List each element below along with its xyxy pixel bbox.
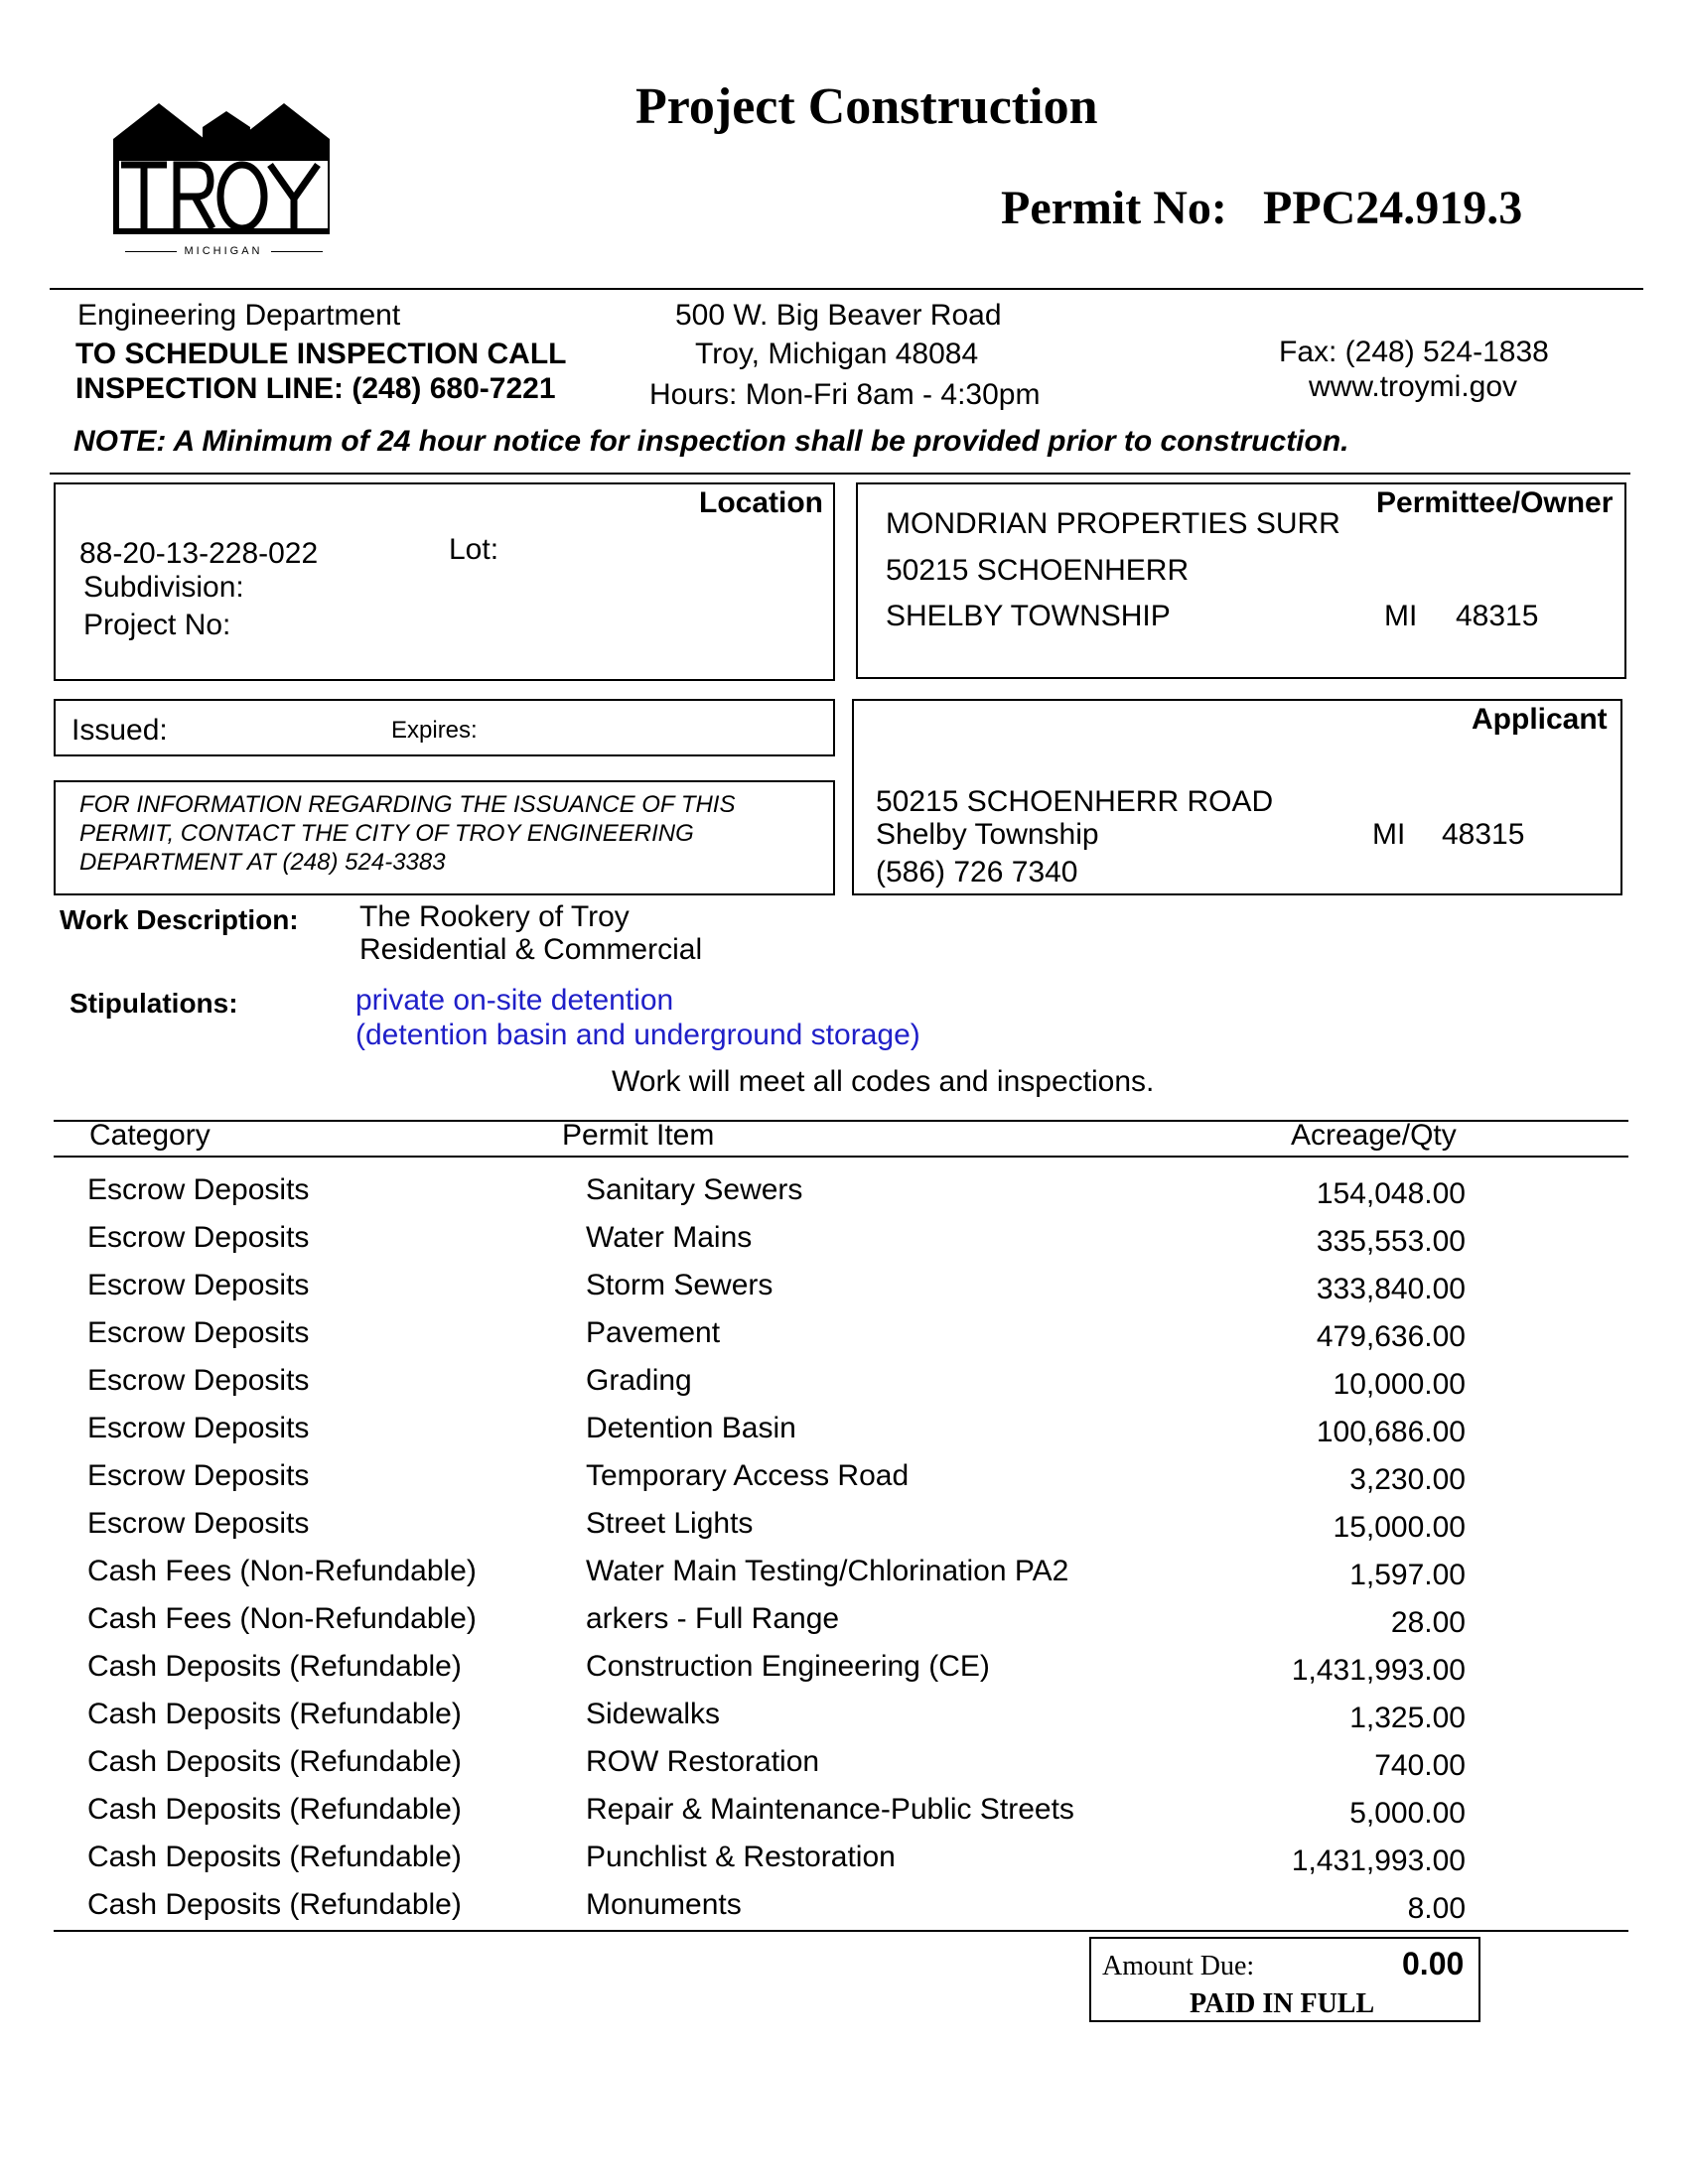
stipulations-label: Stipulations: bbox=[70, 988, 238, 1019]
table-bottom-rule bbox=[54, 1930, 1628, 1932]
owner-street: 50215 SCHOENHERR bbox=[886, 554, 1190, 587]
permit-number-label: Permit No: bbox=[1001, 182, 1227, 234]
work-description-label: Work Description: bbox=[60, 904, 299, 935]
parcel-number: 88-20-13-228-022 bbox=[79, 537, 319, 570]
header-divider bbox=[50, 288, 1643, 290]
permit-number: PPC24.919.3 bbox=[1263, 182, 1523, 234]
page-title: Project Construction bbox=[635, 78, 1098, 135]
table-row: Cash Deposits (Refundable) Monuments 8.00 bbox=[87, 1888, 1466, 1925]
table-row: Cash Fees (Non-Refundable) Water Main Testing/Chlorination PA2 1,597.00 bbox=[87, 1555, 1466, 1591]
table-row: Escrow Deposits Pavement 479,636.00 bbox=[87, 1316, 1466, 1353]
table-row: Escrow Deposits Sanitary Sewers 154,048.00 bbox=[87, 1173, 1466, 1210]
location-title: Location bbox=[699, 486, 823, 519]
table-header-rule bbox=[54, 1156, 1628, 1158]
owner-city: SHELBY TOWNSHIP bbox=[886, 600, 1171, 632]
issuance-info-text: FOR INFORMATION REGARDING THE ISSUANCE OF THIS PERMIT, CONTACT THE CITY OF TROY ENGINEERING DEPARTMENT AT (248) 524-3383 bbox=[79, 791, 736, 876]
logo-subtitle: MICHIGAN bbox=[184, 245, 263, 257]
amount-due-value: 0.00 bbox=[1402, 1946, 1465, 1981]
stipulation-line-1: private on-site detention bbox=[355, 984, 674, 1017]
paid-status: PAID IN FULL bbox=[1190, 1988, 1375, 2019]
table-row: Escrow Deposits Water Mains 335,553.00 bbox=[87, 1221, 1466, 1258]
issued-label: Issued: bbox=[71, 714, 168, 747]
table-row: Cash Deposits (Refundable) Sidewalks 1,325.00 bbox=[87, 1698, 1466, 1734]
table-row: Cash Deposits (Refundable) Punchlist & Restoration 1,431,993.00 bbox=[87, 1841, 1466, 1877]
table-row: Escrow Deposits Storm Sewers 333,840.00 bbox=[87, 1269, 1466, 1305]
troy-logo-graphic bbox=[111, 99, 336, 258]
office-hours: Hours: Mon-Fri 8am - 4:30pm bbox=[649, 378, 1041, 411]
applicant-street: 50215 SCHOENHERR ROAD bbox=[876, 785, 1274, 818]
owner-state: MI bbox=[1384, 600, 1418, 632]
project-number-label: Project No: bbox=[83, 609, 231, 641]
note-divider bbox=[50, 473, 1630, 475]
inspection-note: NOTE: A Minimum of 24 hour notice for inspection shall be provided prior to construction. bbox=[73, 425, 1349, 458]
table-row: Escrow Deposits Temporary Access Road 3,230.00 bbox=[87, 1459, 1466, 1496]
fax-number: Fax: (248) 524-1838 bbox=[1279, 336, 1549, 368]
table-row: Cash Deposits (Refundable) ROW Restoration 740.00 bbox=[87, 1745, 1466, 1782]
applicant-phone: (586) 726 7340 bbox=[876, 856, 1078, 888]
permittee-owner-title: Permittee/Owner bbox=[1376, 486, 1614, 519]
codes-statement: Work will meet all codes and inspections. bbox=[612, 1065, 1155, 1098]
column-header-permit-item: Permit Item bbox=[562, 1119, 715, 1152]
website[interactable]: www.troymi.gov bbox=[1309, 370, 1518, 403]
owner-zip: 48315 bbox=[1456, 600, 1539, 632]
work-description-line-2: Residential & Commercial bbox=[359, 933, 703, 966]
inspection-line: INSPECTION LINE: (248) 680-7221 bbox=[75, 372, 556, 405]
work-description-line-1: The Rookery of Troy bbox=[359, 900, 630, 933]
lot-label: Lot: bbox=[449, 533, 499, 566]
table-row: Escrow Deposits Detention Basin 100,686.00 bbox=[87, 1412, 1466, 1448]
address-line-1: 500 W. Big Beaver Road bbox=[675, 299, 1002, 332]
applicant-state: MI bbox=[1372, 818, 1406, 851]
table-row: Cash Fees (Non-Refundable) arkers - Full Range 28.00 bbox=[87, 1602, 1466, 1639]
table-row: Cash Deposits (Refundable) Repair & Maintenance-Public Streets 5,000.00 bbox=[87, 1793, 1466, 1830]
troy-logo bbox=[111, 99, 336, 258]
owner-name: MONDRIAN PROPERTIES SURR bbox=[886, 507, 1340, 540]
column-header-category: Category bbox=[89, 1119, 211, 1152]
applicant-zip: 48315 bbox=[1442, 818, 1525, 851]
applicant-city: Shelby Township bbox=[876, 818, 1099, 851]
applicant-title: Applicant bbox=[1472, 703, 1608, 736]
address-line-2: Troy, Michigan 48084 bbox=[695, 338, 979, 370]
department-name: Engineering Department bbox=[77, 299, 401, 332]
amount-due-label: Amount Due: bbox=[1102, 1951, 1255, 1981]
table-row: Escrow Deposits Grading 10,000.00 bbox=[87, 1364, 1466, 1401]
table-row: Cash Deposits (Refundable) Construction Engineering (CE) 1,431,993.00 bbox=[87, 1650, 1466, 1687]
stipulation-line-2: (detention basin and underground storage) bbox=[355, 1019, 920, 1051]
table-row: Escrow Deposits Street Lights 15,000.00 bbox=[87, 1507, 1466, 1544]
schedule-inspection-text: TO SCHEDULE INSPECTION CALL bbox=[75, 338, 567, 370]
column-header-qty: Acreage/Qty bbox=[1291, 1119, 1457, 1152]
expires-label: Expires: bbox=[391, 717, 478, 744]
subdivision-label: Subdivision: bbox=[83, 571, 244, 604]
